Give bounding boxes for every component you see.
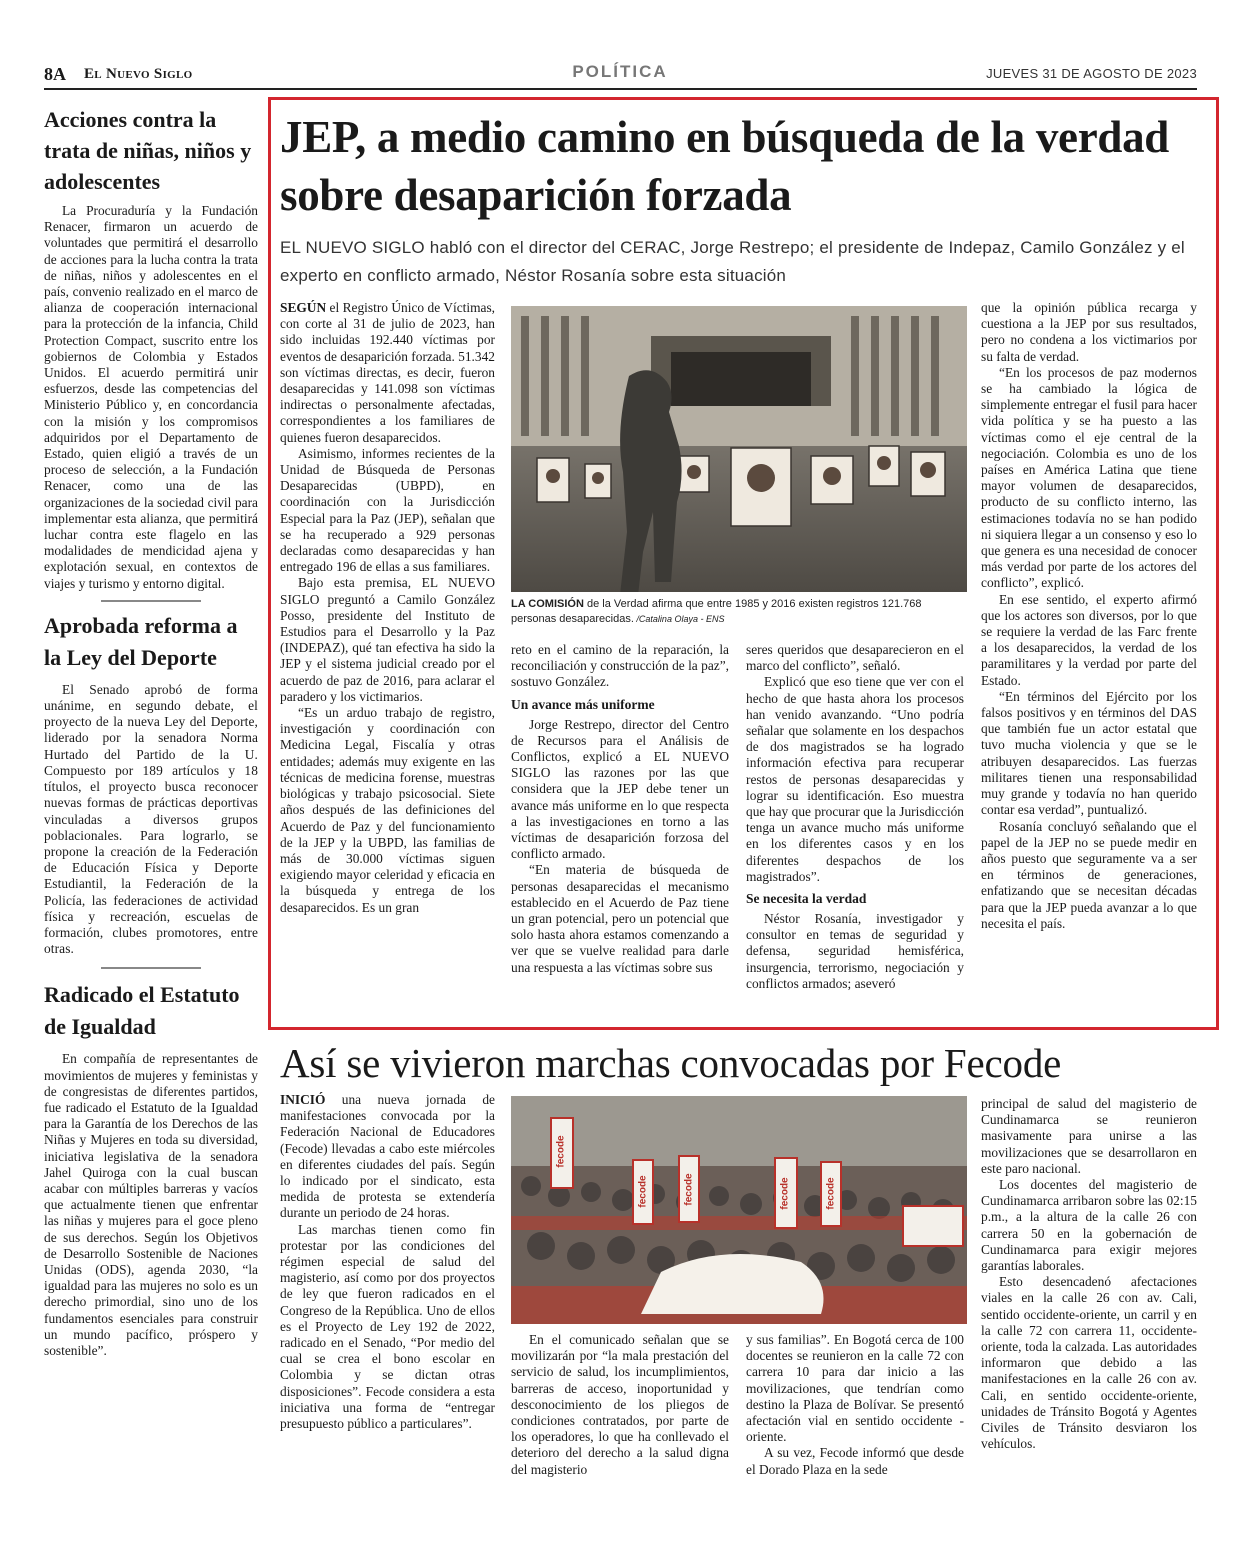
paragraph: reto en el camino de la reparación, la reconciliación y construcción de la paz”, sostuvo González. xyxy=(511,642,729,690)
second-column-4 xyxy=(981,1096,1197,1452)
sidebar-brief-3 xyxy=(44,979,258,1359)
paragraph: En el comunicado señalan que se movilizarán por “la mala prestación del servicio de salud, los incumplimientos, barreras de acceso, inoportunidad y desconocimiento de los pliegos de condiciones contratados, por parte de los operadores, lo que ha conllevado el deterioro del derecho a la salud digna del magisterio xyxy=(511,1332,729,1477)
paragraph: Las marchas tienen como fin protestar por las condiciones del régimen especial de salud del magisterio, así como por dos proyectos de ley que fueron radicados en el Congreso de la República. Uno de ellos es el Proyecto de Ley 192 de 2022, radicado en el Senado, “Por medio del cual se crea el bono escolar en Colombia y se dictan otras disposiciones”. Fecode considera a esta iniciativa una forma de “entregar presupuesto público a particulares”. xyxy=(280,1221,495,1432)
paragraph: “Es un arduo trabajo de registro, investigación y coordinación con Medicina Legal, Fiscalía y otras entidades; además muy exigente en las técnicas de medicina forense, muestras biológicas y trabajo psicosocial. Siete años después de las definiciones del Acuerdo de Paz y del funcionamiento de la JEP y la UBPD, las familias de más de 30.000 víctimas siguen exigiendo mayor celeridad y eficacia en la búsqueda y entrega de los desaparecidos. Es un gran xyxy=(280,705,495,915)
second-column-2 xyxy=(511,1332,729,1478)
brief-body: En compañía de representantes de movimientos de mujeres y feministas y de congresistas de diferentes partidos, fue radicado el Estatuto de la Igualdad para la Garantía de los Derechos de las Niñas y Mujeres en toda su diversidad, iniciativa legislativa de la senadora Jahel Quiroga con la cual buscan acabar con múltiples barreras y vacíos que actualmente tienen que enfrentar las niñas y mujeres para el goce pleno de sus derechos. Según los Objetivos de Desarrollo Sostenible de Naciones Unidas (ODS), agenda 2030, “la igualdad para las mujeres no solo es un derecho primordial, sino uno de los fundamentos esenciales para construir un mundo pacífico, próspero y sostenible”. xyxy=(44,1051,258,1358)
paragraph: “En términos del Ejército por los falsos positivos y en términos del DAS que también fue un actor estatal que tuvo mucha violencia y que se le atribuyen desaparecidos. Las fuerzas militares tienen una responsabilidad muy grande y todavía no han querido contar esa verdad”, puntualizó. xyxy=(981,688,1197,818)
sidebar xyxy=(44,104,258,1359)
paragraph: “En los procesos de paz modernos se ha cambiado la lógica de simplemente entregar el fusil para hacer vida política y se ha puesto a las víctimas como el eje central de la negociación. Colombia es uno de los países en América Latina que tiene mayor volumen de desaparecidos, producto de su conflicto interno, las estimaciones todavía no se han podido ni siquiera llegar a un consenso y eso lo que genera es una necesidad de conocer más verdad por parte de los actores del conflicto”, explicó. xyxy=(981,364,1197,591)
paragraph: una nueva jornada de manifestaciones convocada por la Federación Nacional de Educadores (Fecode) llevadas a cabo este miércoles en diferentes ciudades del país. Según lo indicado por el sindicato, esta medida de protesta se extendería durante un periodo de 24 horas. xyxy=(280,1092,495,1221)
brief-body: El Senado aprobó de forma unánime, en segundo debate, el proyecto de la nueva Ley del Deporte, liderado por la senadora Norma Hurtado del Partido de la U. Compuesto por 189 artículos y 18 títulos, el proyecto busca reconocer nuevas formas de prácticas deportivas vinculadas a diversos grupos poblacionales. Para lograrlo, se propone la creación de la Federación de Educación Física y Deporte Estudiantil, la Federación de la Policía, las federaciones de actividad física y recreación, escuelas de formación, clubes promotores, entre otras. xyxy=(44,681,258,957)
sidebar-divider xyxy=(101,967,201,969)
lead-word: INICIÓ xyxy=(280,1092,326,1107)
subheading: Un avance más uniforme xyxy=(511,696,655,712)
sign-text: fecode xyxy=(637,1175,649,1208)
paragraph: Los docentes del magisterio de Cundinamarca arribaron sobre las 02:15 p.m., a la altura de la calle 26 con carrera 50 en la gobernación de Cundinamarca para exigir mejores garantías laborales. xyxy=(981,1177,1197,1274)
brief-body: La Procuraduría y la Fundación Renacer, firmaron un acuerdo de voluntades que permitirá el desarrollo de acciones para la lucha contra la trata de niñas, niños y adolescentes en el país, convenio realizado en el marco de alianza de cooperación internacional para la protección de la infancia, Child Protection Compact, suscrito entre los gobiernos de Colombia y Estados Unidos. El acuerdo permitirá unir esfuerzos, desde las competencias del Ministerio Público y, en concordancia con la misión y los compromisos adquiridos por el Departamento de Estado, quien eligió a través de un proceso de selección, a la Fundación Renacer, como una de las organizaciones de la sociedad civil para implementar esta alianza, que permitirá luchar contra este flagelo en las modalidades de mendicidad ajena y explotación sexual, en contextos de viajes y turismo y entorno digital. xyxy=(44,203,258,591)
paragraph: Jorge Restrepo, director del Centro de Recursos para el Análisis de Conflictos, explicó a EL NUEVO SIGLO las razones por las que considera que la JEP debe tener un avance más uniforme en lo que respecta a las investigaciones en torno a las víctimas de desaparición forzosa del conflicto armado. xyxy=(511,716,729,862)
sign-text: fecode xyxy=(683,1173,695,1206)
header-rule xyxy=(44,88,1197,90)
sidebar-divider xyxy=(101,600,201,602)
sidebar-brief-2 xyxy=(44,610,258,957)
second-headline: Así se vivieron marchas convocadas por Fecode xyxy=(280,1040,1062,1086)
brief-title: Aprobada reforma a la Ley del Deporte xyxy=(44,612,238,670)
subheading: Se necesita la verdad xyxy=(746,891,867,907)
sign-text: fecode xyxy=(825,1177,837,1210)
paragraph: principal de salud del magisterio de Cundinamarca se reunieron masivamente para unirse a las movilizaciones que se desarrollaron en este paro nacional. xyxy=(981,1096,1197,1176)
sidebar-brief-1 xyxy=(44,104,258,592)
main-column-2 xyxy=(511,642,729,976)
paragraph: Asimismo, informes recientes de la Unidad de Búsqueda de Personas Desaparecidas (UBPD), en coordinación con la Jurisdicción Especial para la Paz (JEP), señalan que se ha recuperado a 929 personas declaradas como desaparecidas y han entregado 196 de ellas a sus familiares. xyxy=(280,445,495,575)
protest-sign-labels xyxy=(511,1096,967,1324)
photo-credit: /Catalina Olaya - ENS xyxy=(633,614,725,624)
brief-title: Radicado el Estatuto de Igualdad xyxy=(44,982,240,1040)
paragraph: “En materia de búsqueda de personas desaparecidas el mecanismo establecido en el Acuerdo de Paz tiene un gran potencial, pero un potencial que solo hasta ahora estamos comenzando a ver que se vuelve realidad para darle una respuesta a las víctimas sobre sus xyxy=(511,862,729,975)
paragraph: Bajo esta premisa, EL NUEVO SIGLO preguntó a Camilo González Posso, presidente del Instituto de Estudios para el Desarrollo y la Paz (INDEPAZ), qué tan efectiva ha sido la JEP y el sistema judicial creado por el acuerdo de paz de 2016, para aclarar el paradero y los victimarios. xyxy=(280,575,495,704)
paragraph: A su vez, Fecode informó que desde el Dorado Plaza en la sede xyxy=(746,1445,964,1477)
main-photo-caption xyxy=(511,597,967,627)
main-deck: EL NUEVO SIGLO habló con el director del CERAC, Jorge Restrepo; el presidente de Indepaz, Camilo González y el experto en conflicto armado, Néstor Rosanía sobre esta situación xyxy=(280,238,1185,285)
page-date: JUEVES 31 DE AGOSTO DE 2023 xyxy=(986,66,1197,81)
main-column-4 xyxy=(981,300,1197,932)
section-title: POLÍTICA xyxy=(572,62,668,81)
page-number: 8A xyxy=(44,64,66,84)
sign-text: fecode xyxy=(779,1177,791,1210)
second-column-3 xyxy=(746,1332,964,1478)
paragraph: Explicó que eso tiene que ver con el hecho de que hasta ahora los procesos han venido avanzando. “Uno podría señalar que solamente en los despachos de dos magistrados se ha logrado información efectiva para recuperar restos de personas desaparecidas y lograr su identificación. Eso muestra que hay que procurar que la Jurisdicción tenga un avance mucho más uniforme en los diferentes casos y en los diferentes despachos de los magistrados”. xyxy=(746,674,964,884)
paragraph: el Registro Único de Víctimas, con corte al 31 de julio de 2023, han sido incluidas 192.440 víctimas por eventos de desaparición forzada. 51.342 son víctimas directas, es decir, fueron desaparecidas y 141.098 son víctimas indirectas o personalmente afectadas, correspondientes a los familiares de quienes fueron desaparecidos. xyxy=(280,300,495,445)
main-headline: JEP, a medio camino en búsqueda de la verdad sobre desaparición forzada xyxy=(280,112,1170,220)
sign-text: fecode xyxy=(555,1135,567,1168)
lead-word: SEGÚN xyxy=(280,300,327,315)
caption-lead: LA COMISIÓN xyxy=(511,598,584,610)
paragraph: En ese sentido, el experto afirmó que los actores son diversos, por lo que se requiere la verdad de las Farc frente a los desaparecidos, la verdad de los paramilitares y la verdad por parte del Estado. xyxy=(981,591,1197,688)
paragraph: seres queridos que desaparecieron en el marco del conflicto”, señaló. xyxy=(746,642,964,674)
second-column-1 xyxy=(280,1092,495,1432)
masthead-logo: El Nuevo Siglo xyxy=(84,66,193,82)
brief-title: Acciones contra la trata de niñas, niños y adolescentes xyxy=(44,107,252,194)
paragraph: Rosanía concluyó señalando que el papel de la JEP no se puede medir en años puesto que seguramente va a ser en términos de generaciones, enfatizando que se necesitan décadas para que la JEP pueda avanzar a lo que necesita el país. xyxy=(981,818,1197,931)
main-photo xyxy=(511,306,967,592)
caption-text: de la Verdad afirma que entre 1985 y 2016 existen registros 121.768 personas desaparecidas. xyxy=(511,598,922,625)
paragraph: que la opinión pública recarga y cuestiona a la JEP por sus resultados, pero no condena a los victimarios por su falta de verdad. xyxy=(981,300,1197,364)
paragraph: y sus familias”. En Bogotá cerca de 100 docentes se reunieron en la calle 72 con carrera 10 para dar inicio a las movilizaciones, que tendrían como destino la Plaza de Bolívar. Se presentó afectación vial en sentido occidente - oriente. xyxy=(746,1332,964,1445)
main-column-3 xyxy=(746,642,964,992)
main-column-1 xyxy=(280,300,495,916)
paragraph: Néstor Rosanía, investigador y consultor en temas de seguridad y defensa, seguridad hemisférica, insurgencia, terrorismo, negociación y conflictos armados; aseveró xyxy=(746,911,964,991)
paragraph: Esto desencadenó afectaciones viales en la calle 26 con av. Cali, sentido occidente-oriente, un carril y en la calle 72 con carrera 11, occidente-oriente, toda la calzada. Las autoridades informaron que debido a las manifestaciones en la calle 26 con av. Cali, en sentido occidente-oriente, unidades de Tránsito Bogotá y Agentes Civiles de Tránsito desviaron los vehículos. xyxy=(981,1274,1197,1452)
